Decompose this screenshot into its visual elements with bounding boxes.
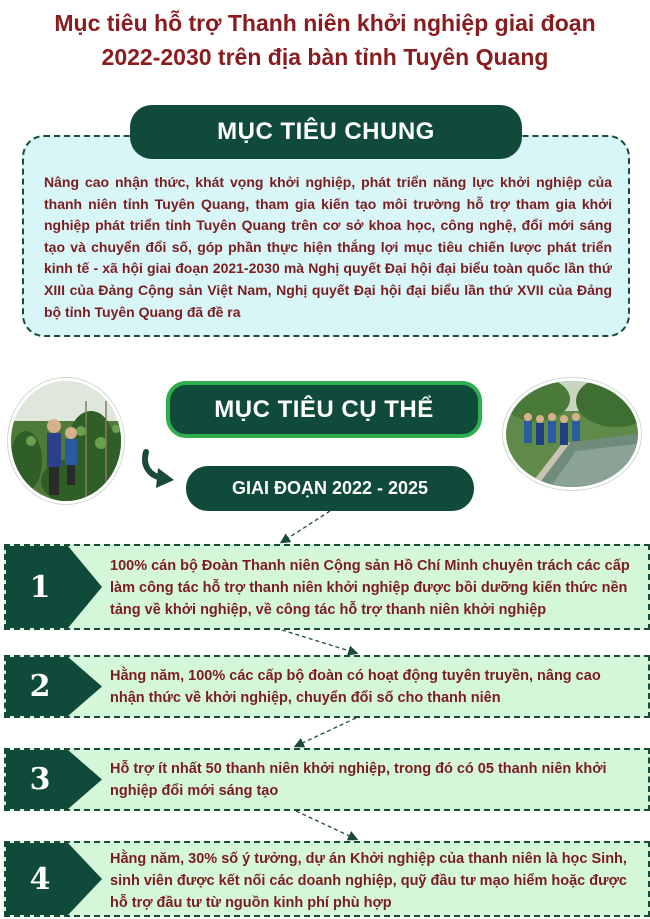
objective-text: 100% cán bộ Đoàn Thanh niên Cộng sản Hồ Chí Minh chuyên trách các cấp làm công tác hỗ trợ thanh niên khởi nghiệp được bồi dưỡng kiến thức nền tảng về khởi nghiệp, về công tác hỗ trợ thanh niên khởi nghiệp (110, 558, 630, 618)
phase-heading: GIAI ĐOẠN 2022 - 2025 (186, 466, 474, 511)
field-photo (8, 378, 124, 504)
curved-arrow-icon (140, 448, 176, 490)
objective-number: 4 (29, 861, 51, 897)
objective-text: Hỗ trợ ít nhất 50 thanh niên khởi nghiệp, trong đó có 05 thanh niên khởi nghiệp đổi mới sáng tạo (110, 761, 607, 799)
objective-number: 2 (29, 669, 51, 704)
objective-item-3 (4, 748, 650, 811)
page-title-line-1: Mục tiêu hỗ trợ Thanh niên khởi nghiệp giai đoạn (54, 10, 596, 36)
objective-item-2 (4, 655, 650, 718)
connector-item-2-to-item-3 (296, 718, 356, 746)
specific-objective-heading: MỤC TIÊU CỤ THỂ (166, 381, 482, 438)
objective-item-4 (4, 841, 650, 917)
objective-number: 1 (29, 569, 51, 605)
pond-photo (503, 378, 641, 490)
objective-text: Hằng năm, 30% số ý tưởng, dự án Khởi nghiệp của thanh niên là học Sinh, sinh viên được kết nối các doanh nghiệp, quỹ đầu tư mạo hiểm hoặc được hỗ trợ đầu tư từ nguồn kinh phí phù hợp (110, 851, 628, 911)
connector-phase-to-item-1 (282, 511, 330, 542)
pond-photo-image (506, 381, 641, 490)
general-objective-text: Nâng cao nhận thức, khát vọng khởi nghiệp, phát triển năng lực khởi nghiệp của thanh niên tỉnh Tuyên Quang, tham gia kiến tạo môi trường hỗ trợ tham gia khởi nghiệp phát triển tỉnh Tuyên Quang trên cơ sở khoa học, công nghệ, đổi mới sáng tạo và chuyển đổi số, góp phần thực hiện thắng lợi mục tiêu chiến lược phát triển kinh tế - xã hội giai đoạn 2021-2030 mà Nghị quyết Đại hội đại biểu toàn quốc lần thứ XIII của Đảng Cộng sản Việt Nam, Nghị quyết Đại hội đại biểu lần thứ XVII của Đảng bộ tỉnh Tuyên Quang đã đề ra (44, 174, 612, 320)
objective-number: 3 (29, 762, 51, 797)
page-title (0, 6, 650, 74)
connector-item-3-to-item-4 (296, 811, 356, 839)
field-photo-image (11, 381, 124, 504)
page-title-line-2: 2022-2030 trên địa bàn tỉnh Tuyên Quang (101, 44, 549, 70)
objective-item-1 (4, 544, 650, 630)
objective-text: Hằng năm, 100% các cấp bộ đoàn có hoạt động tuyên truyền, nâng cao nhận thức về khởi nghiệp, chuyển đổi số cho thanh niên (110, 668, 601, 706)
general-objective-heading: MỤC TIÊU CHUNG (130, 105, 522, 159)
connector-item-1-to-item-2 (282, 630, 356, 653)
